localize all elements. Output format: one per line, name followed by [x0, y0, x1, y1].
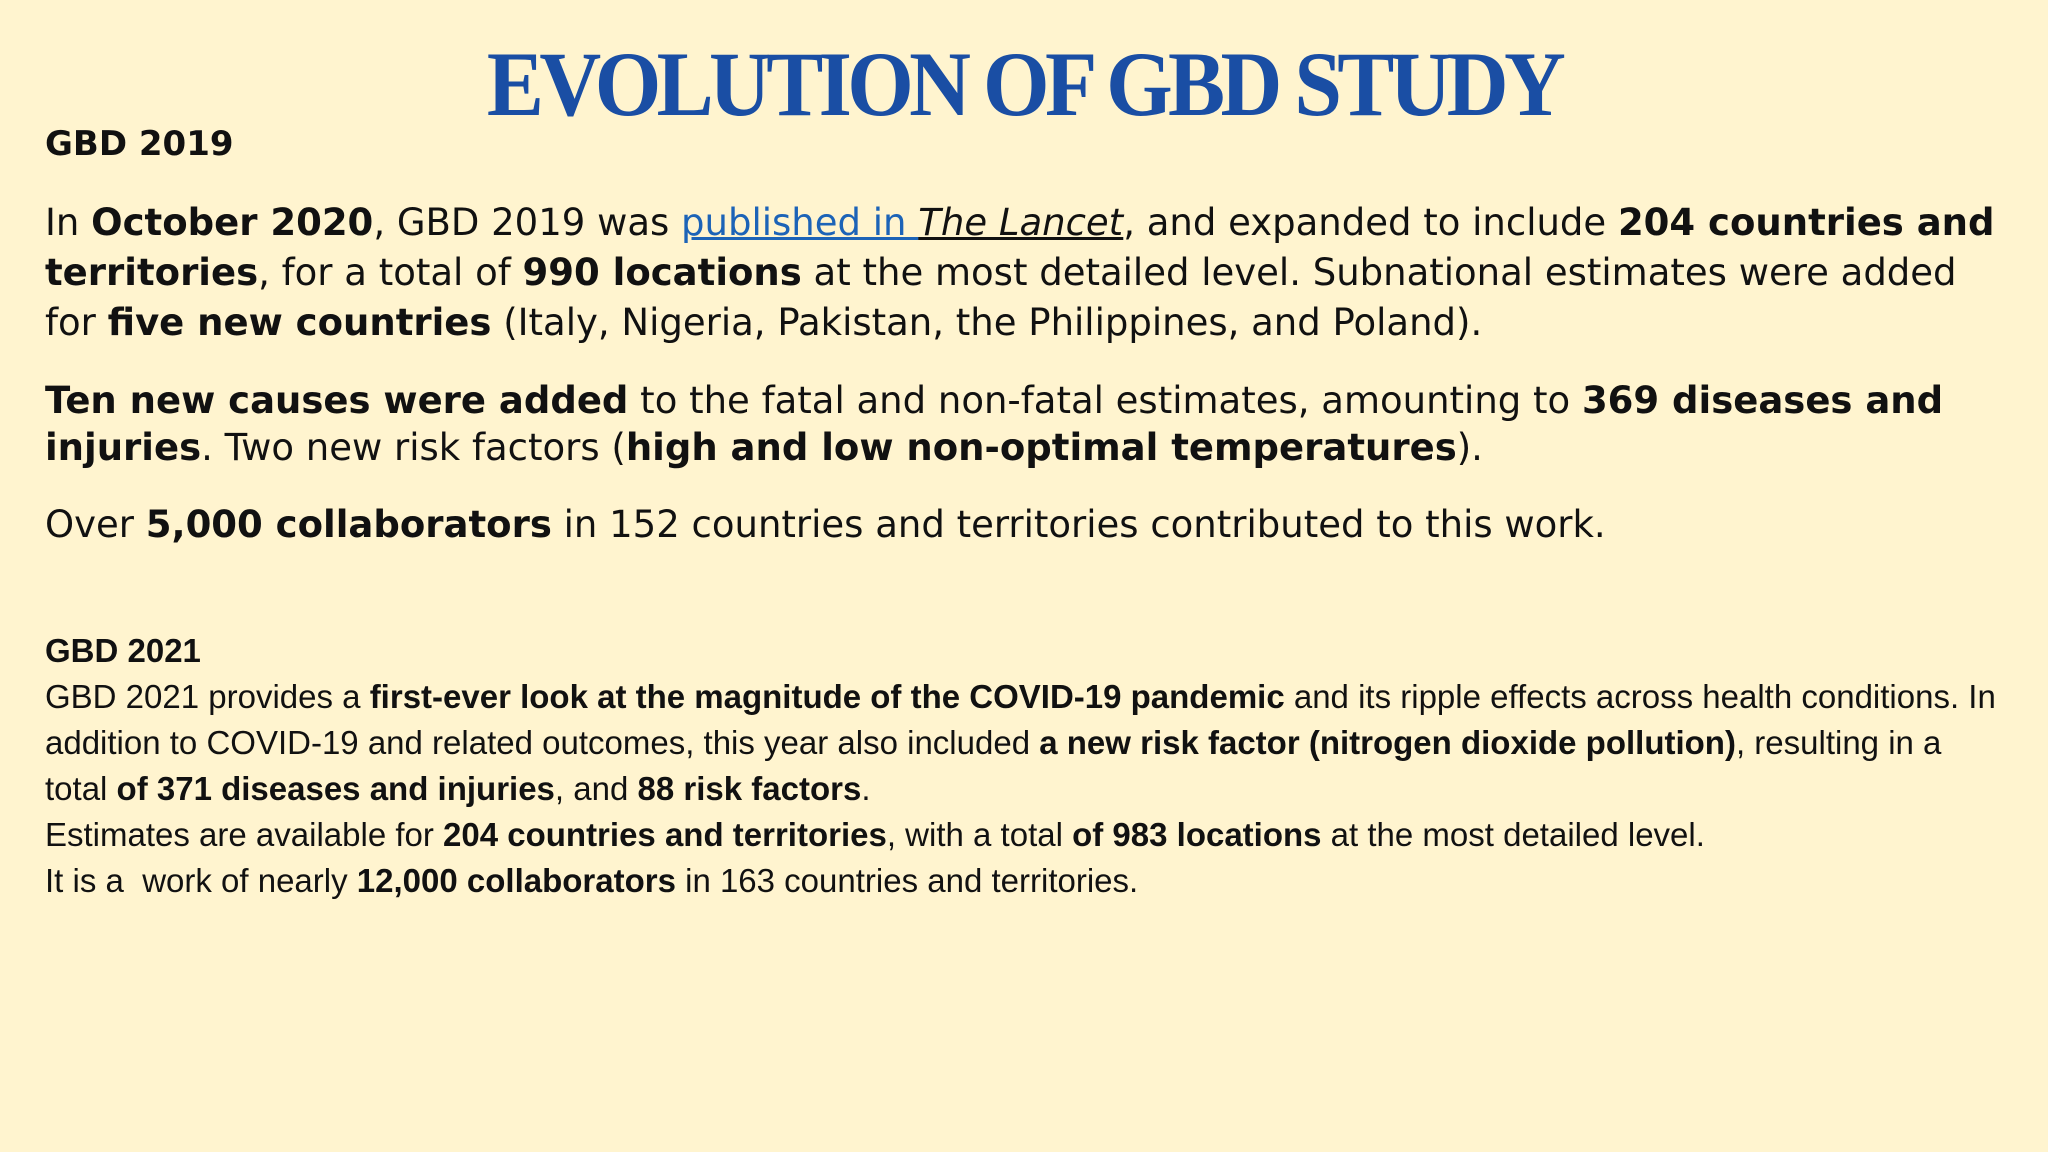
text-run: Over: [45, 503, 146, 546]
bold-run: 990 locations: [522, 251, 802, 294]
bold-run: of 371 diseases and injuries: [116, 770, 555, 807]
text-run: , for a total of: [258, 251, 523, 294]
gbd2021-paragraph-covid: [45, 674, 2005, 812]
gbd2019-paragraph-publication: [45, 198, 2005, 348]
text-run: to the fatal and non-fatal estimates, amounting to: [628, 379, 1582, 422]
bold-run: of 983 locations: [1072, 816, 1322, 853]
text-run: .: [861, 770, 871, 807]
gbd2021-line-collaborators: [45, 858, 2005, 904]
text-run: In: [45, 201, 92, 244]
text-run: in 152 countries and territories contributed to this work.: [551, 503, 1606, 546]
bold-run: Ten new causes were added: [45, 379, 629, 422]
bold-run: 5,000 collaborators: [145, 503, 552, 546]
text-run: and its ripple effects across health conditions. In addition to COVID-19 and related outcomes, this year also included: [45, 678, 1996, 761]
gbd2021-section: [45, 628, 2005, 904]
bold-run: 369 diseases and injuries: [45, 379, 1944, 469]
text-run: . Two new risk factors (: [201, 426, 626, 469]
text-run: at the most detailed level. Subnational estimates were added for: [45, 251, 1957, 344]
text-run: ).: [1456, 426, 1483, 469]
text-run: , with a total: [886, 816, 1073, 853]
bold-run: 204 countries and territories: [443, 816, 887, 853]
text-run: at the most detailed level.: [1321, 816, 1705, 853]
gbd2021-line-locations: [45, 812, 2005, 858]
bold-run: high and low non-optimal temperatures: [625, 426, 1457, 469]
text-run: GBD 2021 provides a: [45, 678, 370, 715]
bold-run: first-ever look at the magnitude of the COVID-19 pandemic: [369, 678, 1285, 715]
text-run: , and: [554, 770, 638, 807]
text-run: , GBD 2019 was: [373, 201, 682, 244]
slide-title: EVOLUTION OF GBD STUDY: [486, 33, 1562, 135]
text-run: (Italy, Nigeria, Pakistan, the Philippines, and Poland).: [491, 301, 1483, 344]
gbd2019-paragraph-causes: [45, 377, 2005, 471]
bold-run: 12,000 collaborators: [356, 862, 676, 899]
gbd2021-heading: GBD 2021: [45, 632, 201, 669]
text-run: It is a work of nearly: [45, 862, 357, 899]
gbd2019-heading: GBD 2019: [45, 124, 234, 164]
bold-run: 88 risk factors: [637, 770, 862, 807]
link-text[interactable]: published in: [681, 201, 919, 244]
bold-run: 204 countries and territories: [45, 201, 1995, 294]
text-run: in 163 countries and territories.: [675, 862, 1139, 899]
bold-run: October 2020: [91, 201, 374, 244]
lancet-link[interactable]: [681, 201, 1123, 244]
text-run: , resulting in a total: [45, 724, 1942, 807]
bold-run: five new countries: [107, 301, 492, 344]
journal-name-link[interactable]: The Lancet: [918, 201, 1124, 244]
text-run: , and expanded to include: [1123, 201, 1618, 244]
gbd2019-paragraph-collaborators: [45, 500, 2005, 550]
bold-run: a new risk factor (nitrogen dioxide pollution): [1039, 724, 1736, 761]
text-run: Estimates are available for: [45, 816, 444, 853]
